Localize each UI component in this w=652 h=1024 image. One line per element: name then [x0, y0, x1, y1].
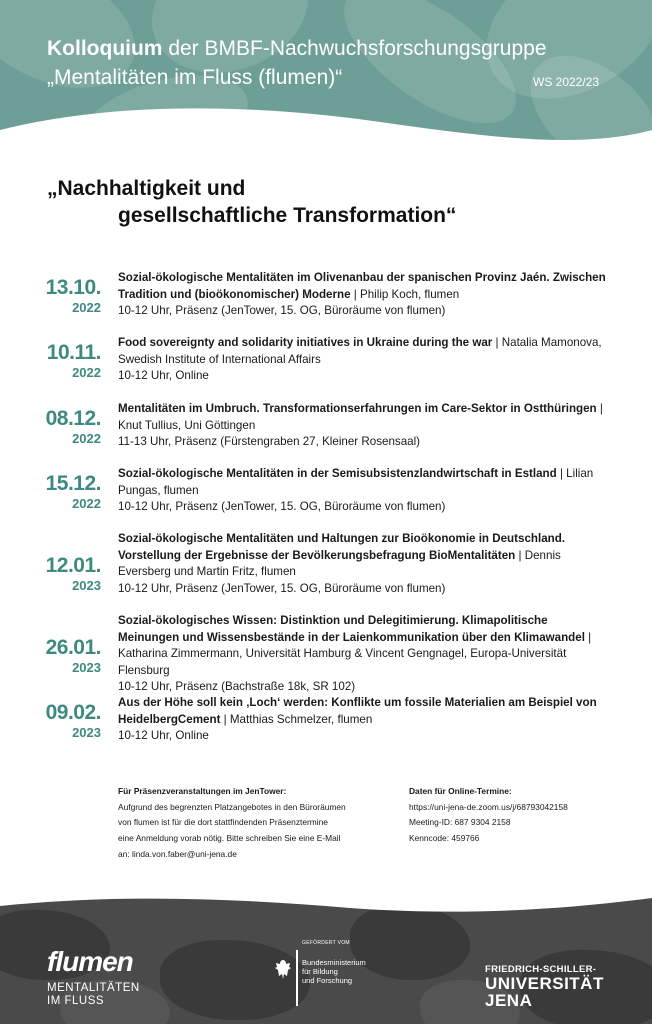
funded-by-label: GEFÖRDERT VOM: [302, 940, 350, 946]
header-banner: [0, 0, 652, 175]
semester-label: WS 2022/23: [533, 75, 600, 89]
event-date: 13.10. 2022: [45, 276, 101, 315]
event-description: Sozial-ökologisches Wissen: Distinktion und Delegitimierung. Klimapolitische Meinungen und Wissensbestände in der Laienkommunikation über den Klimawandel | Katharina Zimmermann, Universität Hamburg & Vincent Gengnagel, Europa-Universität Flensburg 10-12 Uhr, Präsenz (Bachstraße 18k, SR 102): [118, 614, 592, 693]
event-description: Sozial-ökologische Mentalitäten in der Semisubsistenzlandwirtschaft in Estland | Lilian Pungas, flumen 10-12 Uhr, Präsenz (JenTower, 15. OG, Büroräume von flumen): [118, 467, 594, 513]
federal-eagle-icon: [273, 958, 293, 980]
event-description: Food sovereignty and solidarity initiatives in Ukraine during the war | Natalia Mamonova, Swedish Institute of International Affairs 10-12 Uhr, Online: [118, 336, 602, 382]
event-date: 09.02. 2023: [45, 701, 101, 740]
fsu-jena-logo: FRIEDRICH-SCHILLER- UNIVERSITÄT JENA: [485, 964, 604, 1010]
page-title: „Nachhaltigkeit und gesellschaftliche Transformation“: [47, 177, 457, 227]
flumen-logo-subtitle: MENTALITÄTEN IM FLUSS: [47, 982, 140, 1007]
stone-decoration: [160, 940, 310, 1020]
event-description: Sozial-ökologische Mentalitäten und Haltungen zur Bioökonomie in Deutschland. Vorstellung der Ergebnisse der Bevölkerungsbefragung BioMentalitäten | Dennis Eversberg und Martin Fritz, flumen 10-12 Uhr, Präsenz (JenTower, 15. OG, Büroräume von flumen): [118, 532, 566, 595]
presence-info: Für Präsenzveranstaltungen im JenTower: Aufgrund des begrenzten Platzangebotes in den Büroräumen von flumen ist für die dort stattfindenden Präsenztermine eine Anmeldung vorab nötig. Bitte schreiben Sie eine E-Mail an: linda.von.faber@uni-jena.de: [118, 786, 346, 859]
header-subtitle: „Mentalitäten im Fluss (flumen)“: [47, 66, 343, 89]
flumen-logo: flumen: [47, 946, 133, 977]
event-date: 26.01. 2023: [45, 636, 101, 675]
event-description: Aus der Höhe soll kein ‚Loch‘ werden: Konflikte um fossile Materialien am Beispiel von HeidelbergCement | Matthias Schmelzer, flumen 10-12 Uhr, Online: [118, 696, 597, 742]
event-date: 10.11. 2022: [46, 341, 101, 380]
event-description: Sozial-ökologische Mentalitäten im Olivenanbau der spanischen Provinz Jaén. Zwischen Tradition und (bioökonomischer) Moderne | Philip Koch, flumen 10-12 Uhr, Präsenz (JenTower, 15. OG, Büroräume von flumen): [118, 271, 606, 317]
event-date: 12.01. 2023: [45, 554, 101, 593]
event-date: 08.12. 2022: [45, 407, 101, 446]
bmbf-divider: [296, 950, 298, 1006]
footer-wave: [0, 880, 652, 920]
event-description: Mentalitäten im Umbruch. Transformationserfahrungen im Care-Sektor in Ostthüringen | Knut Tullius, Uni Göttingen 11-13 Uhr, Präsenz (Fürstengraben 27, Kleiner Rosensaal): [118, 402, 603, 448]
online-info: Daten für Online-Termine: https://uni-jena-de.zoom.us/j/68793042158 Meeting-ID: 687 9304 2158 Kenncode: 459766: [409, 786, 568, 844]
event-date: 15.12. 2022: [45, 472, 101, 511]
bmbf-logo-text: Bundesministerium für Bildung und Forschung: [302, 958, 366, 985]
header-title: Kolloquium der BMBF-Nachwuchsforschungsgruppe: [47, 37, 547, 60]
